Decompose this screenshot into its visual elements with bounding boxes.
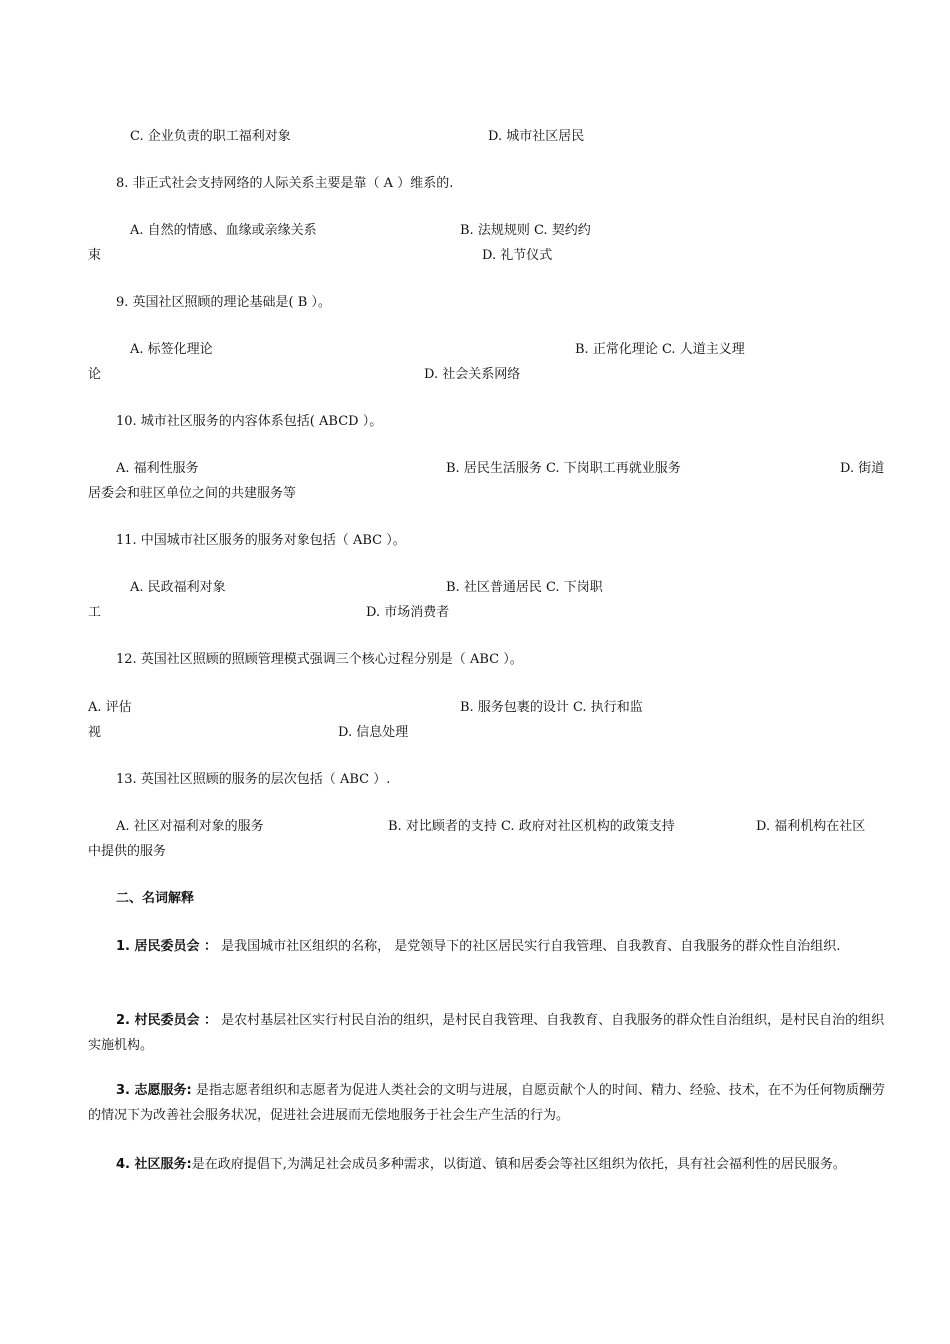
term-text: 是在政府提倡下,为满足社会成员多种需求，以街道、镇和居委会等社区组织为依托，具有社会福利性的居民服务。 [191,1157,846,1172]
q10-question: 10. 城市社区服务的内容体系包括( ABCD ）。 [116,414,383,429]
q12-question: 12. 英国社区照顾的照顾管理模式强调三个核心过程分别是（ ABC ）。 [116,652,523,667]
q12-option-d: D. 信息处理 [338,725,409,740]
term-text: 是我国城市社区组织的名称， 是党领导下的社区居民实行自我管理、自我教育、自我服务的群众性自治组织. [217,939,841,954]
term-text: 是指志愿者组织和志愿者为促进人类社会的文明与进展，自愿贡献个人的时间、精力、经验、技术，在不为任何物质酬劳的情况下为改善社会服务状况，促进社会进展而无偿地服务于社会生产生活的行为。 [88,1083,885,1123]
q12-option-c-cont: 视 [88,725,102,740]
q11-option-bc: B. 社区普通居民 C. 下岗职 [446,580,603,595]
term-definition [88,934,888,959]
q10-option-d-cont: 居委会和驻区单位之间的共建服务等 [88,486,297,501]
q9-option-bc: B. 正常化理论 C. 人道主义理 [575,342,745,357]
q8-option-c-cont: 束 [88,248,102,263]
q10-option-a: A. 福利性服务 [116,461,199,476]
q8-option-d: D. 礼节仪式 [482,248,553,263]
q7-option-d: D. 城市社区居民 [488,129,585,144]
q13-option-d: D. 福利机构在社区 [756,819,866,834]
q11-option-c-cont: 工 [88,605,102,620]
q7-option-c: C. 企业负责的职工福利对象 [130,129,291,144]
q8-option-a: A. 自然的情感、血缘或亲缘关系 [130,223,317,238]
term-definition [88,1152,888,1177]
q11-question: 11. 中国城市社区服务的服务对象包括（ ABC ）。 [116,533,406,548]
q12-option-bc: B. 服务包裹的设计 C. 执行和监 [460,700,643,715]
q13-option-d-cont: 中提供的服务 [88,844,167,859]
q11-option-d: D. 市场消费者 [366,605,450,620]
term-definition [88,1008,888,1058]
q9-option-a: A. 标签化理论 [130,342,213,357]
q13-option-bc: B. 对比顾者的支持 C. 政府对社区机构的政策支持 [388,819,675,834]
term-definition [88,1078,888,1128]
term-label: 1. 居民委员会 ： [116,939,218,954]
q12-option-a: A. 评估 [88,700,132,715]
q9-question: 9. 英国社区照顾的理论基础是( B ）。 [116,295,331,310]
section-title: 二、名词解释 [116,891,195,906]
q9-option-c-cont: 论 [88,367,102,382]
q10-option-bc: B. 居民生活服务 C. 下岗职工再就业服务 [446,461,681,476]
q9-option-d: D. 社会关系网络 [424,367,521,382]
q10-option-d: D. 街道 [840,461,885,476]
term-label: 2. 村民委员会 ： [116,1013,218,1028]
q13-question: 13. 英国社区照顾的服务的层次包括（ ABC ）. [116,772,391,787]
q13-option-a: A. 社区对福利对象的服务 [116,819,264,834]
q8-question: 8. 非正式社会支持网络的人际关系主要是靠（ A ）维系的. [116,176,454,191]
q8-option-bc: B. 法规规则 C. 契约约 [460,223,591,238]
term-label: 4. 社区服务: [116,1157,192,1172]
term-label: 3. 志愿服务: [116,1083,192,1098]
q11-option-a: A. 民政福利对象 [130,580,226,595]
term-text: 是农村基层社区实行村民自治的组织，是村民自我管理、自我教育、自我服务的群众性自治组织，是村民自治的组织实施机构。 [88,1013,885,1053]
